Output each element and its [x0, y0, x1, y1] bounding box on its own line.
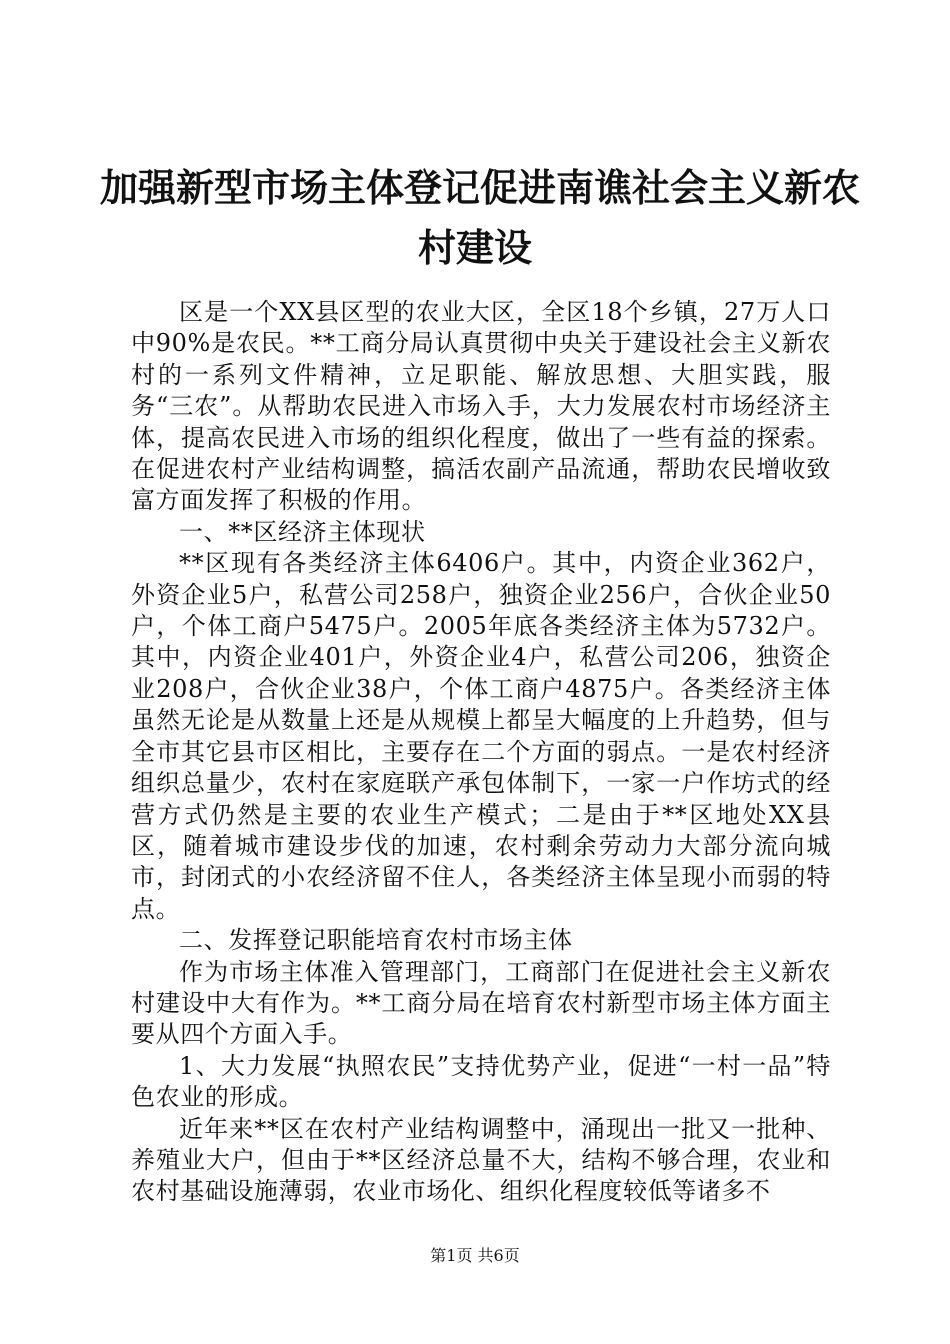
document-body: [131, 297, 831, 1208]
title-line-2: 村建设: [417, 225, 532, 270]
paragraph-status: **区现有各类经济主体6406户。其中，内资企业362户，外资企业5户，私营公司258户，独资企业256户，合伙企业50户，个体工商户5475户。2005年底各类经济主体为5732户。其中，内资企业401户，外资企业4户，私营公司206，独资企业208户，合伙企业38户，个体工商户4875户。各类经济主体虽然无论是从数量上还是从规模上都呈大幅度的上升趋势，但与全市其它县市区相比，主要存在二个方面的弱点。一是农村经济组织总量少，农村在家庭联产承包体制下，一家一户作坊式的经营方式仍然是主要的农业生产模式；二是由于**区地处XX县区，随着城市建设步伐的加速，农村剩余劳动力大部分流向城市，封闭式的小农经济留不住人，各类经济主体呈现小而弱的特点。: [131, 549, 831, 923]
paragraph-recent: 近年来**区在农村产业结构调整中，涌现出一批又一批种、养殖业大户，但由于**区经济总量不大，结构不够合理，农业和农村基础设施薄弱，农业市场化、组织化程度较低等诸多不: [131, 1114, 831, 1206]
title-line-1: 加强新型市场主体登记促进南谯社会主义新农: [100, 165, 861, 210]
section-heading-2: 二、发挥登记职能培育农村市场主体: [179, 926, 573, 955]
page-footer: 第1页 共6页: [430, 1246, 520, 1265]
subheading-1: 1、大力发展“执照农民”支持优势产业，促进“一村一品”特色农业的形成。: [131, 1051, 831, 1112]
paragraph-role: 作为市场主体准入管理部门，工商部门在促进社会主义新农村建设中大有作为。**工商分局在培育农村新型市场主体方面主要从四个方面入手。: [131, 957, 831, 1049]
document-title: [100, 158, 861, 278]
paragraph-intro: 区是一个XX县区型的农业大区，全区18个乡镇，27万人口中90%是农民。**工商分局认真贯彻中央关于建设社会主义新农村的一系列文件精神，立足职能、解放思想、大胆实践，服务“三农”。从帮助农民进入市场入手，大力发展农村市场经济主体，提高农民进入市场的组织化程度，做出了一些有益的探索。在促进农村产业结构调整，搞活农副产品流通，帮助农民增收致富方面发挥了积极的作用。: [131, 298, 831, 515]
section-heading-1: 一、**区经济主体现状: [179, 517, 426, 546]
